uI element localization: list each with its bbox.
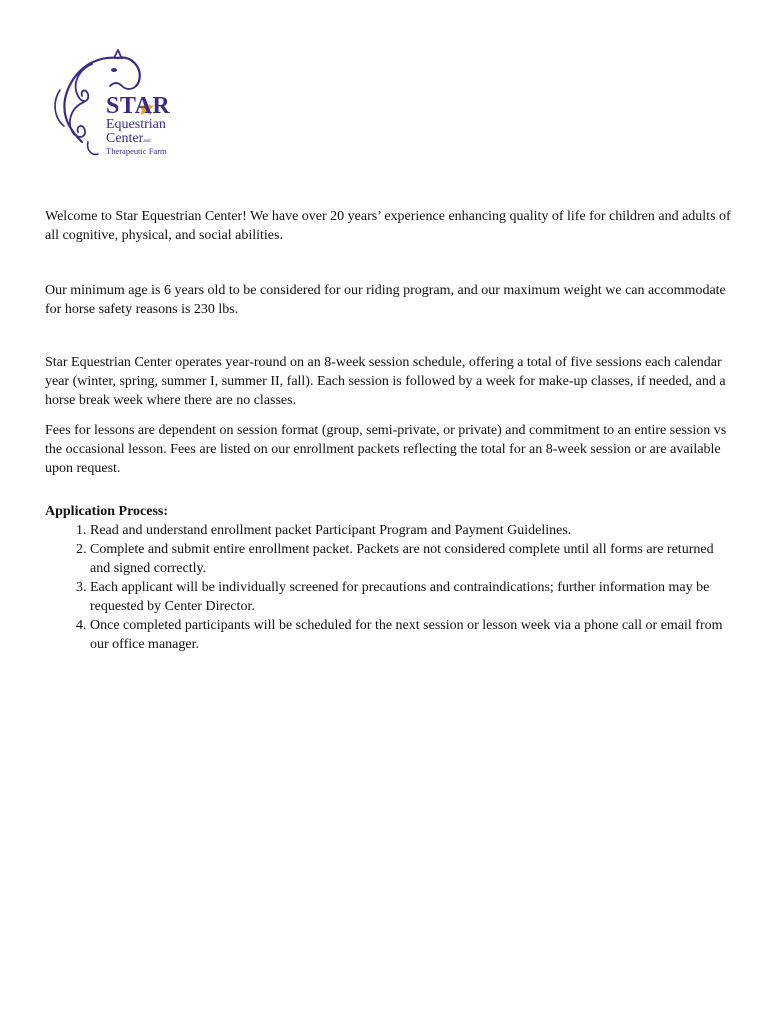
logo-star-text: STAR: [106, 93, 171, 119]
minimum-requirements-paragraph: Our minimum age is 6 years old to be considered for our riding program, and our maximum weight we can accommodate for horse safety reasons is 230 lbs.: [45, 283, 726, 317]
list-item: 3. Each applicant will be individually screened for precautions and contraindications; further information may be requested by Center Director.: [90, 578, 735, 616]
list-item: 1. Read and understand enrollment packet Participant Program and Payment Guidelines.: [90, 521, 735, 540]
logo-equestrian-text: Equestrian: [106, 117, 166, 132]
logo-and-text: and: [143, 139, 151, 144]
logo-center-line: [106, 132, 170, 146]
logo-center-text: Center: [106, 131, 144, 146]
list-item: 2. Complete and submit entire enrollment packet. Packets are not considered complete until all forms are returned and signed correctly.: [90, 540, 735, 578]
logo-farm-text: Therapeutic Farm: [106, 146, 167, 156]
fees-paragraph: Fees for lessons are dependent on session format (group, semi-private, or private) and commitment to an entire session vs the occasional lesson. Fees are listed on our enrollment packets reflecting the total for an 8-week session or are available upon request.: [45, 423, 727, 476]
application-steps-list: [45, 521, 735, 654]
logo-wordmark: [106, 94, 170, 156]
document-body: [45, 207, 735, 652]
list-item: 4. Once completed participants will be scheduled for the next session or lesson week via a phone call or email from our office manager.: [90, 616, 735, 654]
star-equestrian-logo: [48, 50, 178, 170]
welcome-paragraph: Welcome to Star Equestrian Center! We have over 20 years’ experience enhancing quality of life for children and adults of all cognitive, physical, and social abilities.: [45, 209, 731, 243]
session-schedule-paragraph: Star Equestrian Center operates year-round on an 8-week session schedule, offering a total of five sessions each calendar year (winter, spring, summer I, summer II, fall). Each session is followed by a week for make-up classes, if needed, and a horse break week where there are no classes.: [45, 355, 726, 408]
application-process-heading: Application Process:: [45, 504, 169, 519]
